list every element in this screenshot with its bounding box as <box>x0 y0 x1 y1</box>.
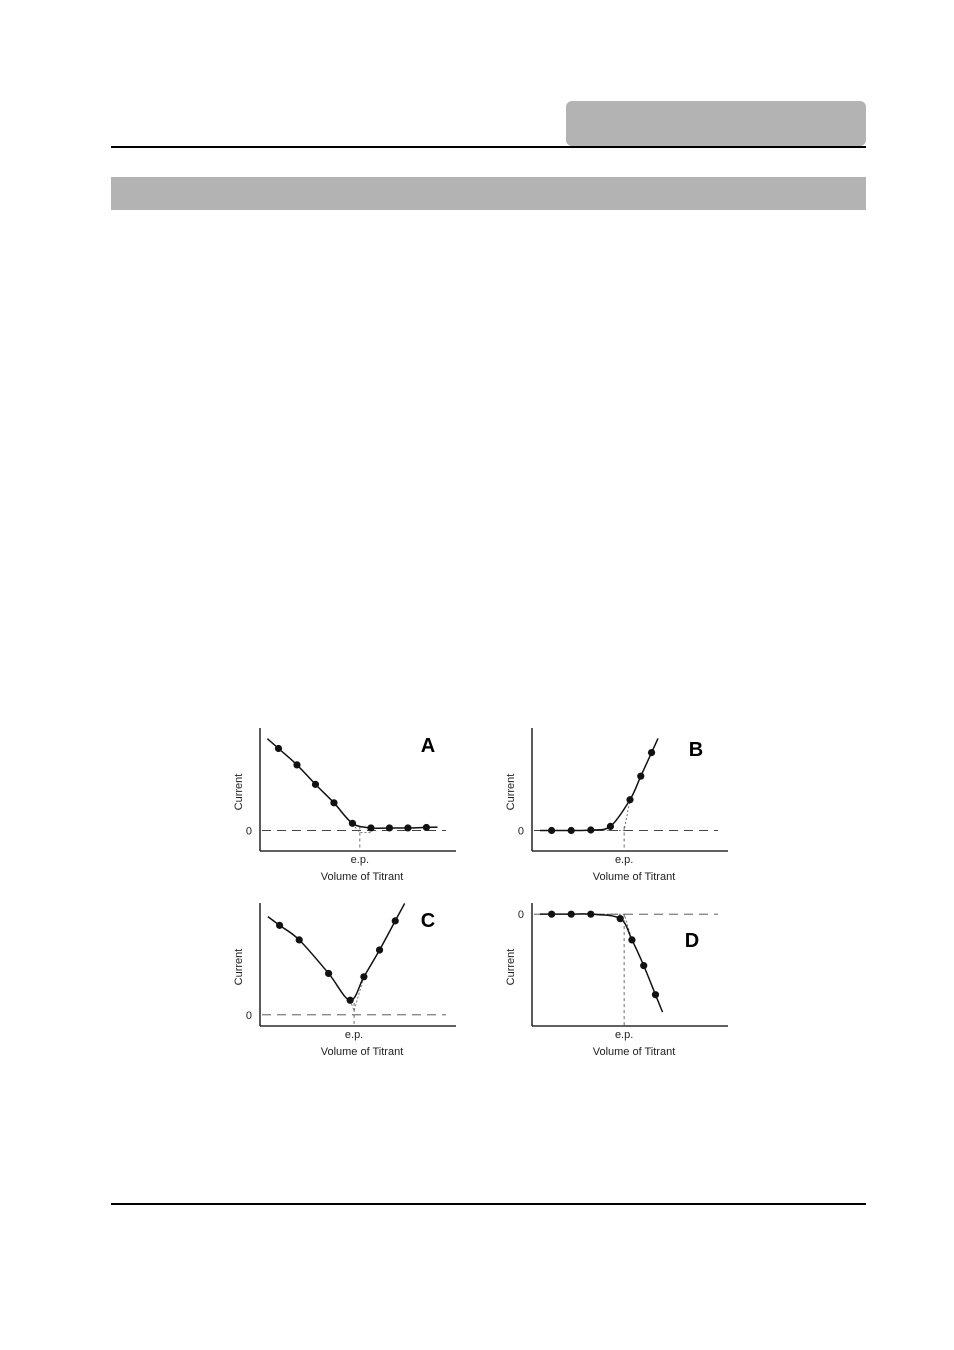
chart-d-point-3 <box>587 911 594 918</box>
chart-c-panel-letter: C <box>420 910 436 932</box>
chart-b-point-1 <box>548 827 555 834</box>
chart-c-point-5 <box>360 973 367 980</box>
header-rule <box>111 146 866 148</box>
chart-a-x-label: Volume of Titrant <box>320 871 404 883</box>
chart-a-curve <box>267 739 437 829</box>
chart-panel-a <box>228 712 490 887</box>
chart-c-curve <box>268 903 405 1000</box>
chart-a-point-7 <box>386 824 393 831</box>
chart-a-point-4 <box>330 799 337 806</box>
chart-c-point-7 <box>392 917 399 924</box>
chart-panel-d <box>500 887 762 1062</box>
chart-a-point-5 <box>349 820 356 827</box>
chart-c-point-4 <box>347 997 354 1004</box>
chart-c-svg <box>228 887 490 1062</box>
chart-a-point-2 <box>293 761 300 768</box>
chart-a-y-label: Current <box>233 773 245 811</box>
chart-d-point-2 <box>568 911 575 918</box>
chart-a-point-1 <box>275 745 282 752</box>
chart-a-point-8 <box>404 824 411 831</box>
chart-a-point-6 <box>367 824 374 831</box>
chart-c-x-label: Volume of Titrant <box>320 1046 404 1058</box>
chart-c-endpoint-label: e.p. <box>344 1029 364 1041</box>
chart-d-svg <box>500 887 762 1062</box>
chart-b-point-6 <box>637 773 644 780</box>
chart-c-y-tick-zero: 0 <box>245 1009 252 1022</box>
chart-a-point-3 <box>312 781 319 788</box>
chart-b-point-7 <box>648 749 655 756</box>
chart-b-curve <box>540 738 658 830</box>
chart-d-panel-letter: D <box>684 930 700 952</box>
chart-b-x-label: Volume of Titrant <box>592 871 676 883</box>
chart-c-point-2 <box>296 936 303 943</box>
chart-d-endpoint-label: e.p. <box>614 1029 634 1041</box>
chart-panel-b <box>500 712 762 887</box>
header-tab <box>566 101 866 146</box>
chart-d-point-7 <box>652 991 659 998</box>
chart-d-point-6 <box>640 962 647 969</box>
chart-c-point-6 <box>376 946 383 953</box>
chart-b-panel-letter: B <box>688 739 704 761</box>
chart-b-point-4 <box>607 823 614 830</box>
chart-a-y-tick-zero: 0 <box>245 825 252 838</box>
chart-d-y-tick-zero: 0 <box>517 909 524 922</box>
chart-b-point-5 <box>626 796 633 803</box>
chart-d-point-5 <box>628 936 635 943</box>
chart-c-point-3 <box>325 970 332 977</box>
chart-a-panel-letter: A <box>420 735 436 757</box>
chart-b-y-label: Current <box>505 773 517 811</box>
chart-a-endpoint-label: e.p. <box>350 854 370 866</box>
chart-d-point-4 <box>617 915 624 922</box>
chart-b-point-2 <box>568 827 575 834</box>
chart-b-point-3 <box>587 826 594 833</box>
titration-figure <box>228 712 762 1062</box>
chart-d-extrapolation <box>591 914 632 940</box>
section-title-bar <box>111 177 866 210</box>
chart-d-x-label: Volume of Titrant <box>592 1046 676 1058</box>
chart-d-y-label: Current <box>505 948 517 986</box>
chart-a-point-9 <box>423 824 430 831</box>
footer-rule <box>111 1203 866 1205</box>
chart-c-point-1 <box>276 922 283 929</box>
chart-a-svg <box>228 712 490 887</box>
chart-b-y-tick-zero: 0 <box>517 825 524 838</box>
chart-c-y-label: Current <box>233 948 245 986</box>
chart-panel-c <box>228 887 490 1062</box>
chart-b-svg <box>500 712 762 887</box>
chart-d-point-1 <box>548 911 555 918</box>
chart-b-endpoint-label: e.p. <box>614 854 634 866</box>
